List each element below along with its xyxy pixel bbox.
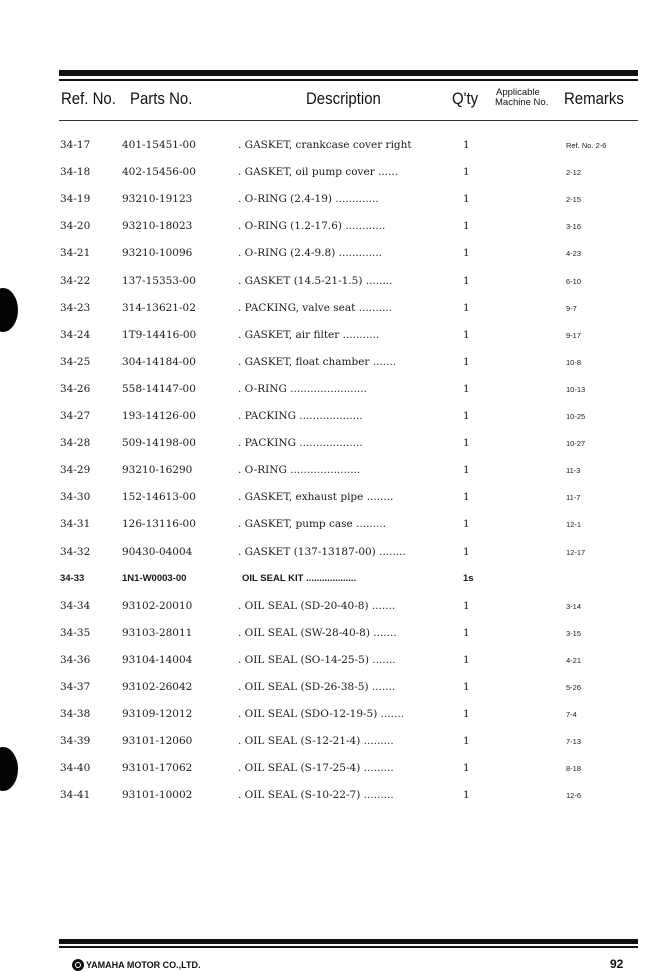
remarks-cell: 10-25 <box>566 412 586 421</box>
ref-no-cell: 34-20 <box>60 220 91 233</box>
table-row <box>0 403 645 429</box>
header-underline <box>59 120 638 121</box>
description-cell: . O-RING (2.4-19) ............. <box>238 193 379 206</box>
remarks-cell: 4-23 <box>566 249 582 259</box>
description-cell: . OIL SEAL (SD-26-38-5) ....... <box>238 681 396 693</box>
remarks-cell: 12-6 <box>566 791 582 801</box>
ref-no-cell: 34-31 <box>60 518 91 531</box>
header-parts-no: Parts No. <box>130 89 193 108</box>
table-row <box>0 322 645 348</box>
qty-cell: 1 <box>463 301 470 314</box>
parts-no-cell: 93104-14004 <box>122 653 193 666</box>
ref-no-cell: 34-27 <box>60 410 91 422</box>
remarks-cell: 9-17 <box>566 330 582 340</box>
table-row <box>0 457 645 483</box>
remarks-cell: 7-4 <box>566 710 577 720</box>
table-row <box>0 295 645 321</box>
qty-cell: 1 <box>463 166 470 179</box>
qty-cell: 1 <box>463 599 470 612</box>
ref-no-cell: 34-21 <box>60 247 91 260</box>
qty-cell: 1 <box>463 220 470 233</box>
table-row <box>0 593 645 619</box>
ref-no-cell: 34-28 <box>60 437 91 450</box>
parts-no-cell: 558-14147-00 <box>122 382 196 395</box>
table-row <box>0 240 645 266</box>
table-row <box>0 701 645 727</box>
remarks-cell: 3-16 <box>566 222 582 232</box>
remarks-cell: 9-7 <box>566 303 577 313</box>
ref-no-cell: 34-23 <box>60 301 91 314</box>
parts-no-cell: 93101-10002 <box>122 789 193 802</box>
qty-cell: 1 <box>463 382 470 395</box>
table-row <box>0 674 645 700</box>
parts-no-cell: 93101-17062 <box>122 762 193 775</box>
description-cell: . O-RING ....................... <box>238 382 367 395</box>
qty-cell: 1 <box>463 274 470 287</box>
description-cell: . GASKET, oil pump cover ...... <box>238 166 399 179</box>
description-cell: . GASKET, float chamber ....... <box>238 355 397 368</box>
parts-no-cell: 1T9-14416-00 <box>122 328 197 341</box>
ref-no-cell: 34-41 <box>60 789 91 802</box>
yamaha-logo-icon <box>72 959 84 971</box>
ref-no-cell: 34-30 <box>60 491 91 504</box>
description-cell: . PACKING ................... <box>238 437 363 450</box>
description-cell: . O-RING (1.2-17.6) ............ <box>238 220 386 233</box>
parts-no-cell: 93210-19123 <box>122 193 193 206</box>
bottom-rule-thin <box>59 946 638 948</box>
table-row <box>0 566 645 592</box>
description-cell: . OIL SEAL (SW-28-40-8) ....... <box>238 626 397 639</box>
table-row <box>0 376 645 402</box>
description-cell: . GASKET, air filter ........... <box>238 328 380 341</box>
remarks-cell: 5-26 <box>566 683 582 692</box>
qty-cell: 1 <box>463 193 470 206</box>
qty-cell: 1s <box>463 572 474 584</box>
description-cell: . OIL SEAL (SD-20-40-8) ....... <box>238 599 396 612</box>
ref-no-cell: 34-38 <box>60 708 91 721</box>
remarks-cell: 10-8 <box>566 357 582 367</box>
table-row <box>0 349 645 375</box>
remarks-cell: 7-13 <box>566 737 582 747</box>
table-row <box>0 728 645 754</box>
qty-cell: 1 <box>463 653 470 666</box>
description-cell: OIL SEAL KIT ................... <box>242 572 357 584</box>
remarks-cell: 11-7 <box>566 493 581 503</box>
qty-cell: 1 <box>463 708 470 721</box>
table-row <box>0 511 645 537</box>
ref-no-cell: 34-19 <box>60 193 91 206</box>
parts-no-cell: 93102-20010 <box>122 599 193 612</box>
description-cell: . GASKET, exhaust pipe ........ <box>238 491 394 504</box>
ref-no-cell: 34-26 <box>60 382 91 395</box>
header-qty: Q'ty <box>452 89 479 108</box>
top-rule-thick <box>59 70 638 76</box>
table-row <box>0 539 645 565</box>
parts-no-cell: 402-15456-00 <box>122 166 196 179</box>
remarks-cell: 2-12 <box>566 168 582 178</box>
table-row <box>0 268 645 294</box>
parts-no-cell: 1N1-W0003-00 <box>122 572 187 584</box>
table-row <box>0 620 645 646</box>
remarks-cell: 10-27 <box>566 439 586 449</box>
parts-no-cell: 93210-16290 <box>122 464 193 477</box>
page-number: 92 <box>610 957 624 971</box>
parts-no-cell: 93109-12012 <box>122 708 193 721</box>
remarks-cell: 4-21 <box>566 655 582 665</box>
footer-logo <box>72 958 201 972</box>
qty-cell: 1 <box>463 735 470 748</box>
qty-cell: 1 <box>463 464 470 477</box>
description-cell: . OIL SEAL (SO-14-25-5) ....... <box>238 653 396 666</box>
parts-no-cell: 304-14184-00 <box>122 355 196 368</box>
parts-no-cell: 93210-18023 <box>122 220 193 233</box>
header-applicable-line2: Machine No. <box>495 97 549 108</box>
table-row <box>0 213 645 239</box>
header-remarks: Remarks <box>564 89 624 108</box>
qty-cell: 1 <box>463 355 470 368</box>
ref-no-cell: 34-33 <box>60 572 85 584</box>
ref-no-cell: 34-39 <box>60 735 91 748</box>
table-row <box>0 132 645 158</box>
table-row <box>0 782 645 808</box>
remarks-cell: 12-17 <box>566 547 586 557</box>
description-cell: . OIL SEAL (SDO-12-19-5) ....... <box>238 708 405 721</box>
ref-no-cell: 34-29 <box>60 464 91 477</box>
parts-no-cell: 137-15353-00 <box>122 274 196 287</box>
parts-no-cell: 193-14126-00 <box>122 410 196 422</box>
top-rule-thin <box>59 79 638 81</box>
table-row <box>0 430 645 456</box>
parts-no-cell: 90430-04004 <box>122 545 193 558</box>
ref-no-cell: 34-40 <box>60 762 91 775</box>
qty-cell: 1 <box>463 626 470 639</box>
parts-no-cell: 93101-12060 <box>122 735 193 748</box>
qty-cell: 1 <box>463 518 470 531</box>
remarks-cell: 10-13 <box>566 384 586 394</box>
qty-cell: 1 <box>463 762 470 775</box>
header-ref-no: Ref. No. <box>61 89 116 108</box>
description-cell: . PACKING ................... <box>238 410 363 422</box>
remarks-cell: 11-3 <box>566 466 581 476</box>
parts-no-cell: 126-13116-00 <box>122 518 196 531</box>
qty-cell: 1 <box>463 545 470 558</box>
remarks-cell: 6-10 <box>566 276 582 286</box>
table-row <box>0 186 645 212</box>
qty-cell: 1 <box>463 789 470 802</box>
ref-no-cell: 34-25 <box>60 355 91 368</box>
qty-cell: 1 <box>463 681 470 693</box>
header-description: Description <box>306 89 381 108</box>
description-cell: . GASKET (137-13187-00) ........ <box>238 545 406 558</box>
description-cell: . GASKET (14.5-21-1.5) ........ <box>238 274 393 287</box>
description-cell: . O-RING ..................... <box>238 464 361 477</box>
parts-no-cell: 401-15451-00 <box>122 139 196 151</box>
ref-no-cell: 34-17 <box>60 139 91 151</box>
header-applicable-machine-no <box>495 88 548 108</box>
ref-no-cell: 34-37 <box>60 681 91 693</box>
parts-no-cell: 152-14613-00 <box>122 491 196 504</box>
parts-no-cell: 93103-28011 <box>122 626 193 639</box>
ref-no-cell: 34-35 <box>60 626 91 639</box>
qty-cell: 1 <box>463 139 470 151</box>
table-row <box>0 159 645 185</box>
table-row <box>0 647 645 673</box>
remarks-cell: 12-1 <box>566 520 582 530</box>
footer-company: YAMAHA MOTOR CO.,LTD. <box>86 960 201 970</box>
remarks-cell: Ref. No. 2-6 <box>566 141 607 150</box>
description-cell: . OIL SEAL (S-17-25-4) ......... <box>238 762 394 775</box>
remarks-cell: 3-14 <box>566 601 582 611</box>
header-applicable-line1: Applicable <box>496 87 540 98</box>
description-cell: . O-RING (2.4-9.8) ............. <box>238 247 383 260</box>
ref-no-cell: 34-36 <box>60 653 91 666</box>
qty-cell: 1 <box>463 328 470 341</box>
parts-no-cell: 93210-10096 <box>122 247 193 260</box>
ref-no-cell: 34-22 <box>60 274 91 287</box>
qty-cell: 1 <box>463 491 470 504</box>
parts-no-cell: 314-13621-02 <box>122 301 196 314</box>
ref-no-cell: 34-32 <box>60 545 91 558</box>
description-cell: . PACKING, valve seat .......... <box>238 301 393 314</box>
parts-no-cell: 509-14198-00 <box>122 437 196 450</box>
qty-cell: 1 <box>463 410 470 422</box>
description-cell: . GASKET, crankcase cover right <box>238 139 412 151</box>
remarks-cell: 2-15 <box>566 195 582 205</box>
ref-no-cell: 34-34 <box>60 599 91 612</box>
table-row <box>0 755 645 781</box>
ref-no-cell: 34-24 <box>60 328 91 341</box>
ref-no-cell: 34-18 <box>60 166 91 179</box>
remarks-cell: 8-18 <box>566 764 582 774</box>
remarks-cell: 3-15 <box>566 628 582 638</box>
qty-cell: 1 <box>463 247 470 260</box>
table-row <box>0 484 645 510</box>
description-cell: . OIL SEAL (S-10-22-7) ......... <box>238 789 394 802</box>
bottom-rule-thick <box>59 939 638 944</box>
parts-no-cell: 93102-26042 <box>122 681 193 693</box>
description-cell: . GASKET, pump case ......... <box>238 518 387 531</box>
qty-cell: 1 <box>463 437 470 450</box>
description-cell: . OIL SEAL (S-12-21-4) ......... <box>238 735 394 748</box>
